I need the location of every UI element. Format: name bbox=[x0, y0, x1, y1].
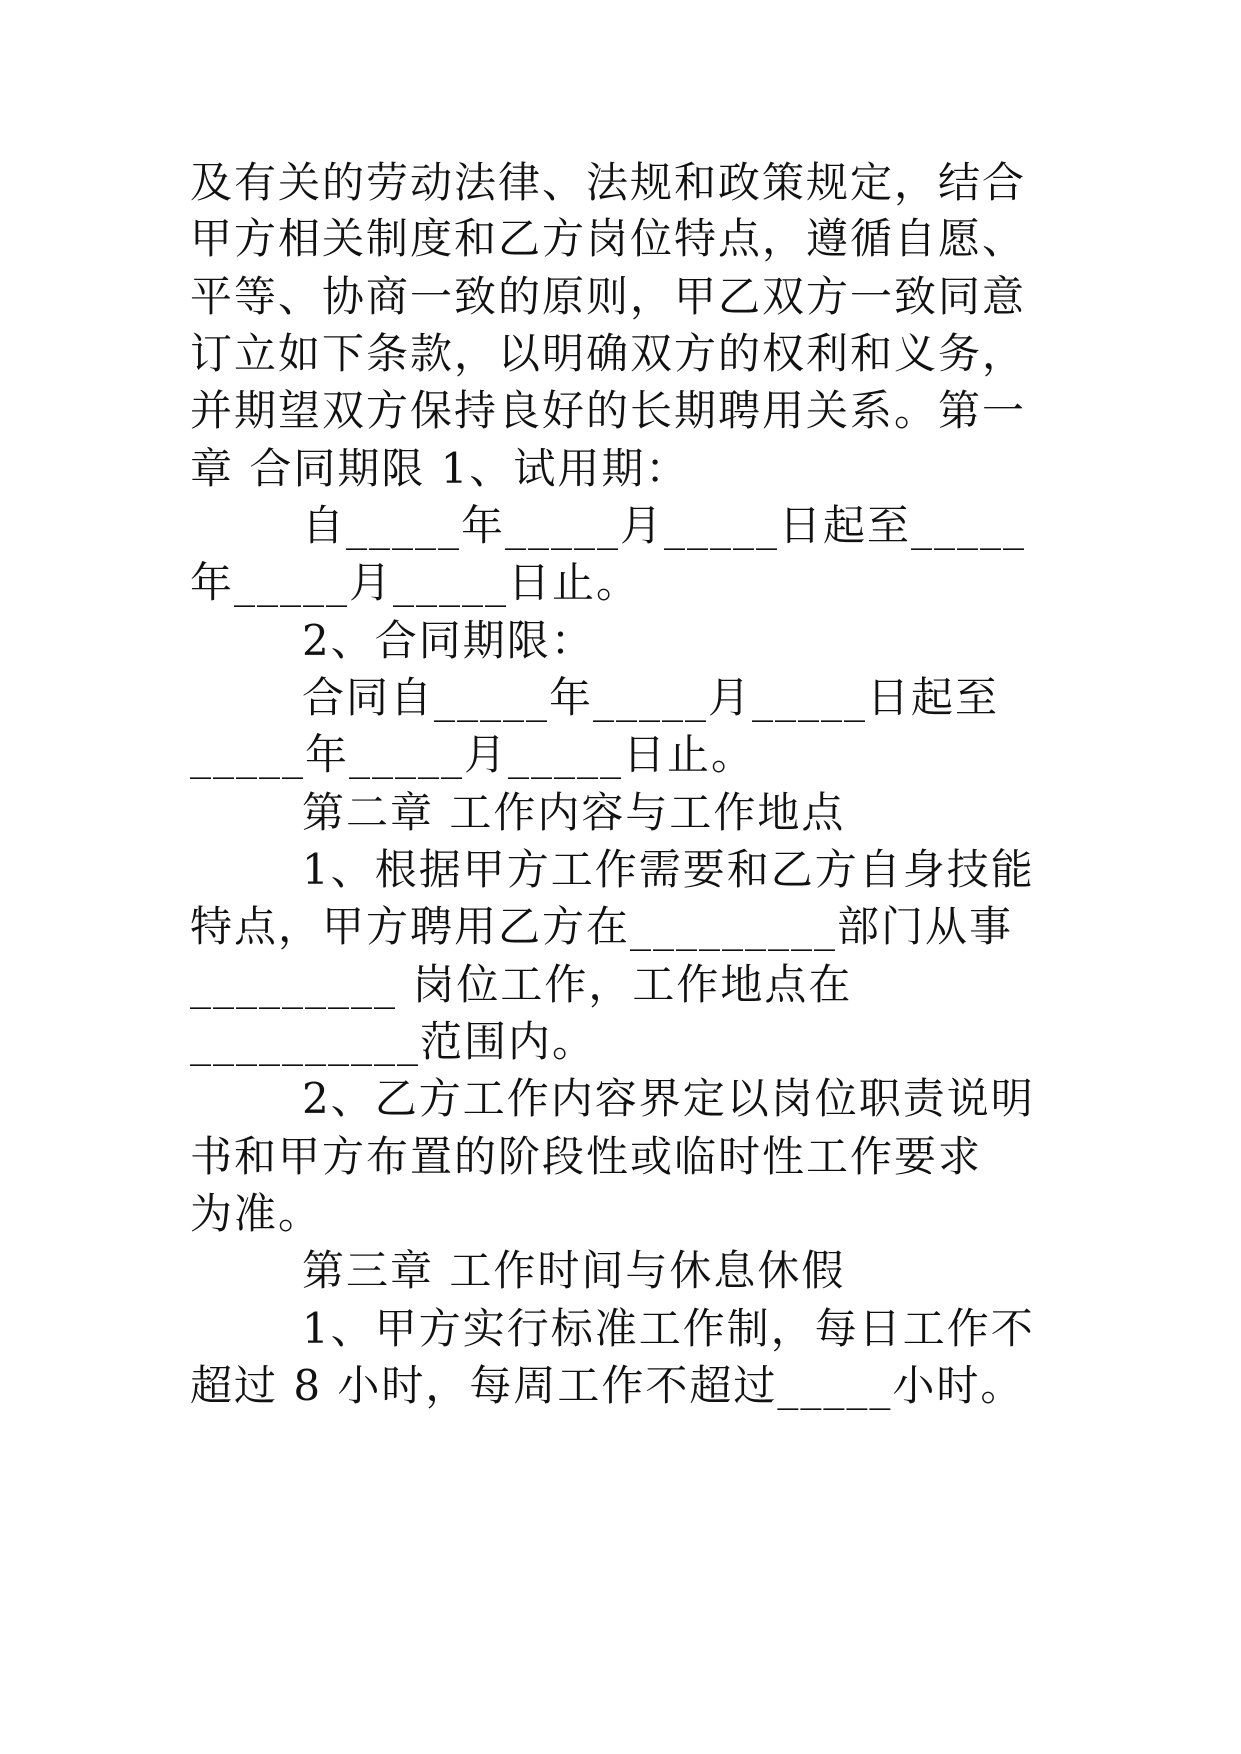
text-line: __________范围内。 bbox=[190, 1017, 597, 1066]
text-line: 年_____月_____日止。 bbox=[190, 558, 641, 607]
text-line: 1、甲方实行标准工作制，每日工作不 bbox=[302, 1304, 1035, 1353]
text-line: 及有关的劳动法律、法规和政策规定，结合 bbox=[190, 158, 1027, 207]
text-line: 2、合同期限： bbox=[302, 616, 595, 665]
text-line: _________ 岗位工作，工作地点在 bbox=[190, 960, 853, 1009]
text-line: 为准。 bbox=[190, 1189, 323, 1238]
text-line: 甲方相关制度和乙方岗位特点，遵循自愿、 bbox=[190, 214, 1027, 263]
text-line: 2、乙方工作内容界定以岗位职责说明 bbox=[302, 1074, 1035, 1123]
chapter-heading: 章 合同期限 1、试用期： bbox=[190, 444, 690, 493]
text-line: 并期望双方保持良好的长期聘用关系。第一 bbox=[190, 386, 1027, 435]
text-line: 订立如下条款，以明确双方的权利和义务， bbox=[190, 329, 1027, 378]
text-line: 平等、协商一致的原则，甲乙双方一致同意 bbox=[190, 272, 1027, 321]
text-line: 合同自_____年_____月_____日起至 bbox=[302, 673, 1000, 722]
text-line: 书和甲方布置的阶段性或临时性工作要求 bbox=[190, 1132, 983, 1181]
chapter-heading: 第三章 工作时间与休息休假 bbox=[302, 1246, 846, 1295]
chapter-heading: 第二章 工作内容与工作地点 bbox=[302, 788, 846, 837]
text-line: 1、根据甲方工作需要和乙方自身技能 bbox=[302, 845, 1035, 894]
text-line: _____年_____月_____日止。 bbox=[190, 730, 756, 779]
text-line: 自_____年_____月_____日起至_____ bbox=[302, 501, 1027, 550]
text-line: 超过 8 小时，每周工作不超过_____小时。 bbox=[190, 1361, 1025, 1410]
text-line: 特点，甲方聘用乙方在_________部门从事 bbox=[190, 902, 1014, 951]
